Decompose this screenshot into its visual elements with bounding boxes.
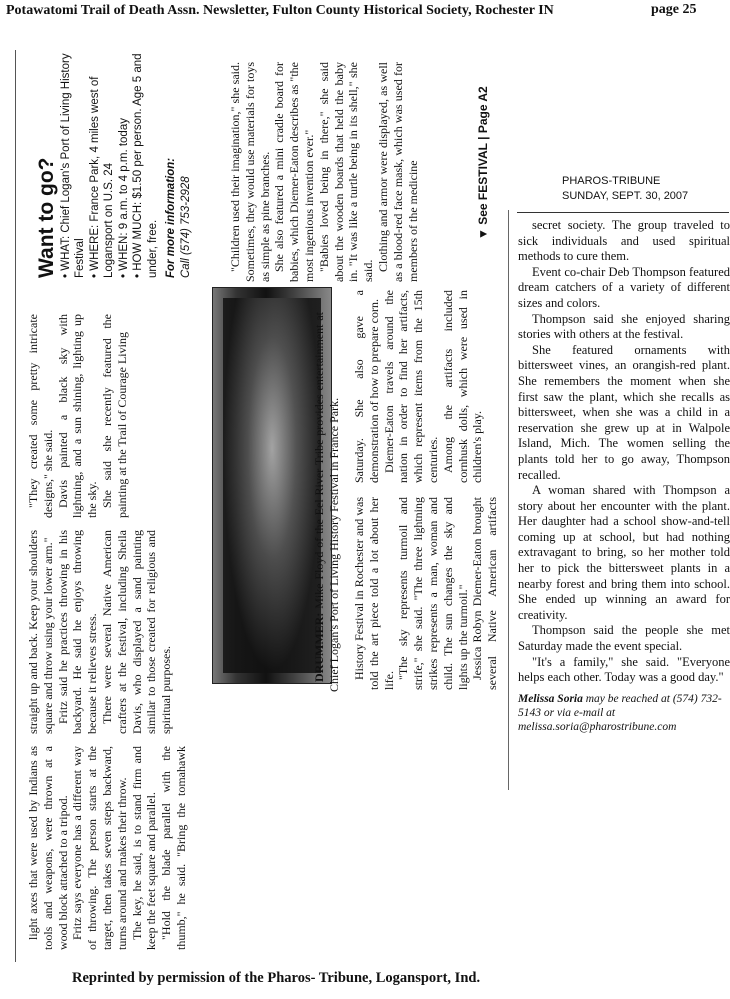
masthead <box>562 174 688 204</box>
right-para-5: A woman shared with Thompson a story about her encounter with the plant. Her daughter had a school show-and-tell coming up at school, but had nothing extravagant to bring, so her mother told her to pick the bittersweet plants in a nearby forest and bring them into school. She ended up winning an award for creativity. <box>518 483 730 622</box>
top-right-columns <box>228 62 463 282</box>
photo-caption <box>312 312 341 692</box>
want-when: • WHEN: 9 a.m. to 4 p.m. today <box>117 118 130 278</box>
byline-text: may be reached at (574) 732-5143 or via e-mail at melissa.soria@pharostribune.com <box>518 692 722 733</box>
reprint-footer: Reprinted by permission of the Pharos- Tribune, Logansport, Ind. <box>72 970 481 986</box>
newsletter-header: Potawatomi Trail of Death Assn. Newsletter, Fulton County Historical Society, Rochester IN <box>6 3 554 18</box>
right-para-3: Thompson said she enjoyed sharing stories with others at the festival. <box>518 311 730 342</box>
page-number: page 25 <box>651 2 697 17</box>
middle-para-1: History Festival in Rochester and was told the art piece told a lot about her life. <box>352 497 396 690</box>
masthead-rule <box>517 212 729 213</box>
want-how-much: • HOW MUCH: $1.50 per person. Age 5 and under, free. <box>132 53 159 278</box>
right-para-7: "It's a family," she said. "Everyone helps each other. Today was a good day." <box>518 654 730 685</box>
middle-article-columns <box>352 290 502 690</box>
middle-para-4: Diemer-Eaton travels around the nation in order to find her artifacts, which represent items from the 15th centuries. <box>381 290 440 483</box>
left-para-3: The key, he said, is to stand firm and keep the feet square and parallel. <box>129 746 159 950</box>
see-festival-ref: ▼ See FESTIVAL | Page A2 <box>476 86 490 240</box>
byline <box>518 692 730 734</box>
middle-para-3: Jessica Robyn Diemer-Eaton brought several Native American artifacts Saturday. She also gave a demonstration of how to prepare corn. <box>352 290 500 690</box>
right-para-2: Event co-chair Deb Thompson featured dream catchers of a variety of different sizes and colors. <box>518 264 730 310</box>
left-para-8: Davis painted a black sky with lightning, and a sun shining, lighting up the sky. <box>55 314 100 518</box>
tr-para-3: "Babies loved being in there," she said about the wooden boards that held the baby in. "It was like a turtle being in its shell," she said. <box>316 62 376 282</box>
left-para-5: Fritz said he practices throwing in his backyard. He said he enjoys throwing because it relieves stress. <box>55 530 100 734</box>
left-para-1: light axes that were used by Indians as tools and weapons, were thrown at a wood block attached to a tripod. <box>26 746 70 950</box>
masthead-date: SUNDAY, SEPT. 30, 2007 <box>562 190 689 202</box>
want-call: Call (574) 753-2928 <box>179 176 192 278</box>
left-para-7: "They created some pretty intricate designs," she said. <box>26 314 55 518</box>
right-article-column <box>518 218 730 734</box>
want-where: • WHERE: France Park, 4 miles west of Logansport on U.S. 24 <box>88 76 115 278</box>
left-para-9: She said she recently featured the painting at the Trail of Courage Living <box>99 314 129 518</box>
photo-shading <box>223 298 321 673</box>
left-article-columns <box>26 314 196 950</box>
want-to-go-heading: Want to go? <box>35 157 58 278</box>
right-para-6: Thompson said the people she met Saturday made the event special. <box>518 623 730 654</box>
left-para-4: "Hold the blade parallel with the thumb," he said. "Bring the tomahawk straight up and back. Keep your shoulders square and throw using your lower arm." <box>26 530 188 950</box>
want-more-info: For more information: <box>165 157 177 278</box>
right-para-4: She featured ornaments with bittersweet vines, an orangish-red plant. She remembers the moment when she first saw the plant, which she recalls as bittersweet, when she was a child in a reservation she grew up at in Walpole Island, Mich. The women selling the plants told her to go away, Thompson recalled. <box>518 342 730 482</box>
caption-lead: DRUMMER: <box>312 612 326 682</box>
masthead-paper: PHAROS-TRIBUNE <box>562 175 661 187</box>
right-column-border <box>508 210 509 790</box>
want-to-go-box <box>35 53 193 278</box>
middle-para-5: Among the artifacts included cornhusk dolls, which were used in children's play. <box>440 290 485 483</box>
tr-para-1: "Children used their imagination," she said. Sometimes, they would use materials for toys as simple as pine branches. <box>228 62 272 282</box>
byline-name: Melissa Soria <box>518 692 583 705</box>
tr-para-2: She also featured a mini cradle board for babies, which Diemer-Eaton describes as "the most ingenious invention ever." <box>272 62 316 282</box>
right-para-1: secret society. The group traveled to sick individuals and used spiritual methods to cure them. <box>518 218 730 264</box>
left-para-2: Fritz says everyone has a different way of throwing. The person starts at the target, then takes seven steps backward, turns around and makes their throw. <box>70 746 129 950</box>
tr-para-4: Clothing and armor were displayed, as well as a blood-red face mask, which was used for members of the medicine <box>375 62 420 282</box>
left-para-6: There were several Native American crafters at the festival, including Sheila Davis, who displayed a sand painting similar to those created for religious and spiritual purposes. <box>99 530 174 734</box>
want-what: • WHAT: Chief Logan's Port of Living History Festival <box>59 53 86 278</box>
middle-para-2: "The sky represents turmoil and strife," she said. "The three lightning strikes represents a man, woman and child. The sun changes the sky and lights up the turmoil." <box>396 497 470 690</box>
caption-text: Mike Floyd of the Eel River Tribe provides entertainment at Chief Logan's Port of Living History Festival in France Park. <box>312 312 341 692</box>
